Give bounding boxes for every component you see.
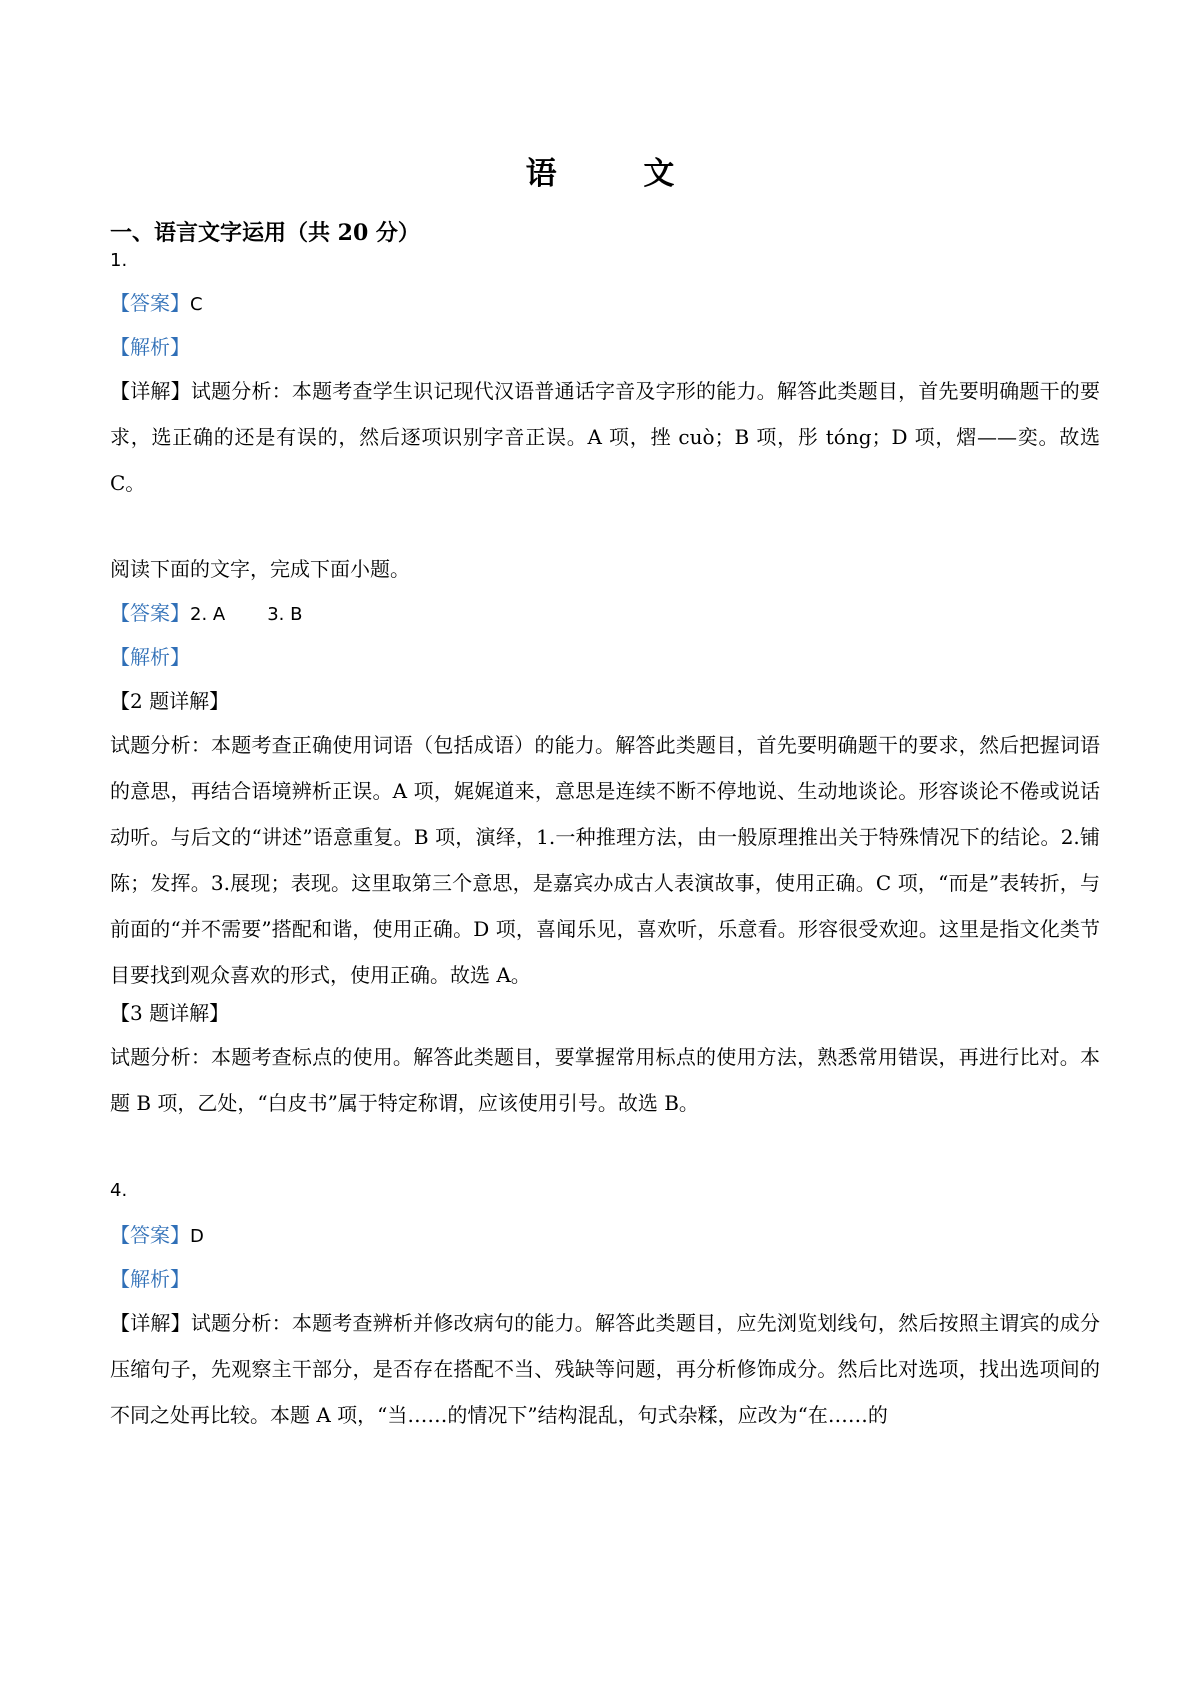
q4-answer: [110, 1212, 1100, 1260]
q1-analysis-tag: 【解析】: [110, 335, 190, 359]
answer-value: C: [190, 294, 203, 315]
answer-q2: 2. A: [190, 604, 226, 625]
q2-detail: 试题分析：本题考查正确使用词语（包括成语）的能力。解答此类题目，首先要明确题干的要求，然后把握词语的意思，再结合语境辨析正误。A 项，娓娓道来，意思是连续不断不停地说、生动地谈论。形容谈论不倦或说话动听。与后文的“讲述”语意重复。B 项，演绎，1.一种推理方法，由一般原理推出关于特殊情况下的结论。2.铺陈；发挥。3.展现；表现。这里取第三个意思，是嘉宾办成古人表演故事，使用正确。C 项，“而是”表转折，与前面的“并不需要”搭配和谐，使用正确。D 项，喜闻乐见，喜欢听，乐意看。形容很受欢迎。这里是指文化类节目要找到观众喜欢的形式，使用正确。故选 A。: [110, 733, 1100, 987]
q3-detail: 试题分析：本题考查标点的使用。解答此类题目，要掌握常用标点的使用方法，熟悉常用错误，再进行比对。本题 B 项，乙处，“白皮书”属于特定称谓，应该使用引号。故选 B。: [110, 1045, 1100, 1115]
detail-tag: 【详解】: [110, 1311, 191, 1335]
answer-q3: 3. B: [267, 604, 303, 625]
answer-tag: 【答案】: [110, 601, 190, 625]
q1-detail: [110, 368, 1100, 506]
q1-answer: [110, 280, 1100, 328]
detail-text: 试题分析：本题考查辨析并修改病句的能力。解答此类题目，应先浏览划线句，然后按照主谓宾的成分压缩句子，先观察主干部分，是否存在搭配不当、残缺等问题，再分析修饰成分。然后比对选项，找出选项间的不同之处再比较。本题 A 项，“当……的情况下”结构混乱，句式杂糅，应改为“在……的: [110, 1311, 1101, 1427]
q4-number: 4.: [110, 1180, 128, 1201]
section-heading: 一、语言文字运用（共 20 分）: [110, 220, 420, 246]
q3-detail-tag: 【3 题详解】: [110, 1001, 230, 1025]
reading-intro: 阅读下面的文字，完成下面小题。: [110, 557, 410, 581]
page-title: 语 文: [525, 156, 713, 192]
reading-analysis-tag: 【解析】: [110, 645, 190, 669]
q2-detail-tag: 【2 题详解】: [110, 689, 230, 713]
q4-analysis-tag: 【解析】: [110, 1267, 190, 1291]
q1-number: 1.: [110, 250, 128, 271]
answer-tag: 【答案】: [110, 1223, 190, 1247]
reading-answer: [110, 590, 1100, 638]
detail-text: 试题分析：本题考查学生识记现代汉语普通话字音及字形的能力。解答此类题目，首先要明确题干的要求，选正确的还是有误的，然后逐项识别字音正误。A 项，挫 cuò；B 项，彤 tóng；D 项，熠——奕。故选 C。: [110, 379, 1101, 495]
detail-tag: 【详解】: [110, 379, 191, 403]
answer-tag: 【答案】: [110, 291, 190, 315]
q4-detail: [110, 1300, 1100, 1438]
answer-value: D: [190, 1226, 204, 1247]
